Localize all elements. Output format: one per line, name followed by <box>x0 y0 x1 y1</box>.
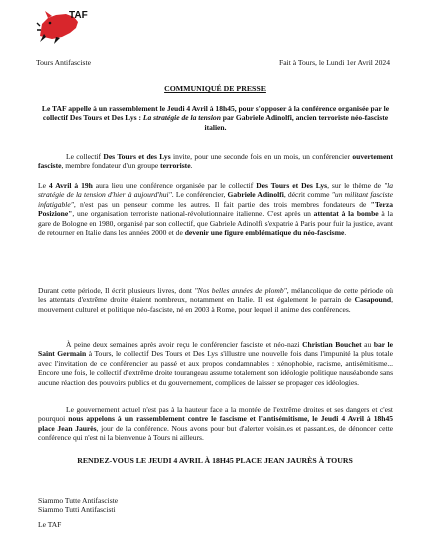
paragraph-3 <box>38 286 393 314</box>
organization-name: Tours Antifasciste <box>36 58 91 67</box>
text: À peine deux semaines après avoir reçu le conférencier fasciste et néo-nazi <box>66 340 303 349</box>
text-bold: Des Tours et Des Lys <box>256 181 328 190</box>
paragraph-2 <box>38 181 393 237</box>
slogan-line: Siammo Tutti Antifascisti <box>38 505 116 515</box>
text-bold: Christian Bouchet <box>302 340 362 349</box>
signature: Le TAF <box>38 520 62 529</box>
paragraph-4 <box>38 340 393 387</box>
text-bold: 4 Avril à 19h <box>48 181 93 190</box>
text-italic: "un militant fasciste infatigable" <box>38 190 393 209</box>
text: , une organisation terroriste national-révolutionnaire italienne. C'est après un <box>72 209 314 219</box>
lead-text: Le TAF appelle à un rassemblement le Jeudi 4 Avril à 18h45, pour s'opposer à la conférence organisée par le collectif Des Tours et Des Lys : <box>41 104 390 123</box>
text: à la gare de Bologne en 1980, organisé par son collectif, que Gabriele Adinolfi s'expatrie à Paris pour fuir la justice, avant de retourner en Italie dans les années 2000 et de <box>38 209 393 238</box>
paragraph-5 <box>38 405 393 443</box>
text-bold: terroriste <box>160 161 191 171</box>
text-italic: "Nos belles années de plomb" <box>194 286 287 295</box>
text: , n'est pas un penseur comme les autres. Il fait partie des trois membres fondateurs de <box>73 199 371 209</box>
text: . Le conférencier, <box>171 190 228 200</box>
text: Le collectif <box>66 152 104 161</box>
text: , mélancolique de cette période où les attentats d'extrême droite étaient nombreux, notamment en Italie. Il est également le parrain de <box>38 286 394 305</box>
text-bold: attentat à la bombe <box>313 209 379 219</box>
text-bold: nous appelons à un rassemblement contre le fascisme et l'antisémitisme, le Jeudi 4 Avril à 18h45 place Jean Jaurès <box>38 414 393 433</box>
page-title: COMMUNIQUÉ DE PRESSE <box>164 84 266 93</box>
text-bold: "Terza Posizione" <box>38 199 393 219</box>
lead-text: par Gabriele Adinolfi, ancien terroriste néo-fasciste italien. <box>204 113 389 132</box>
slogan-line: Siammo Tutte Antifasciste <box>38 496 119 505</box>
text-bold: ouvertement fasciste <box>38 152 394 171</box>
closing-slogans <box>38 496 118 515</box>
logo-text: TAF <box>69 10 88 21</box>
lead-conference-title: La stratégie de la tension <box>142 113 221 123</box>
text-bold: devenir une figure emblématique du néo-fascisme <box>184 228 345 238</box>
text-bold: Des Tours et des Lys <box>103 152 171 161</box>
place-date: Fait à Tours, le Lundi 1er Avril 2024 <box>279 58 390 67</box>
text: aura lieu une conférence organisée par le collectif <box>92 181 257 190</box>
text: au <box>361 340 374 349</box>
text: , membre fondateur d'un groupe <box>61 161 161 171</box>
text-italic: "la stratégie de la tension d'hier à aujourd'hui" <box>38 181 393 200</box>
lead-paragraph <box>38 104 393 132</box>
text: . <box>344 228 347 238</box>
rendezvous-callout: RENDEZ-VOUS LE JEUDI 4 AVRIL À 18H45 PLACE JEAN JAURÈS À TOURS <box>77 456 353 465</box>
text: à Tours, le collectif Des Tours et Des Lys s'illustre une nouvelle fois dans l'impunité la plus totale avec l'invitation de ce conférencier au passé et aux propos condamnables : xénophobie, racisme, antisémitisme... Encore une fois, le collectif d'extrême droite tourangeau assume totalement son idéologie politique nauséabonde sans aucune réaction des pouvoirs publics et du gouvernement, complices de laisser se propager ces idéologies. <box>38 349 393 387</box>
text: Le <box>38 181 49 190</box>
text: , mouvement culturel et politique néo-fasciste, né en 2003 à Rome, pour lequel il anime des conférences. <box>38 295 393 314</box>
text: Le gouvernement actuel n'est pas à la hauteur face a la montée de l'extrême droites et ses dangers et c'est pourquoi <box>38 405 393 424</box>
paragraph-1 <box>38 152 393 171</box>
text: invite, pour une seconde fois en un mois, un conférencier <box>170 152 353 161</box>
text-bold: Gabriele Adinolfi <box>227 190 284 200</box>
text: Durant cette période, Il écrit plusieurs livres, dont <box>38 286 195 295</box>
text: , jour de la conférence. Nous avons pour but d'alerter voisin.es et passant.es, de dénoncer cette conférence qui n'est ni la bienvenue à Tours ni ailleurs. <box>38 423 394 443</box>
taf-logo <box>36 6 94 46</box>
text: . <box>190 161 193 171</box>
text-bold: Casapound <box>354 295 392 305</box>
text: , décrit comme <box>283 190 332 200</box>
text-bold: bar le Saint Germain <box>38 340 393 359</box>
text: , sur le thème de <box>327 181 384 190</box>
